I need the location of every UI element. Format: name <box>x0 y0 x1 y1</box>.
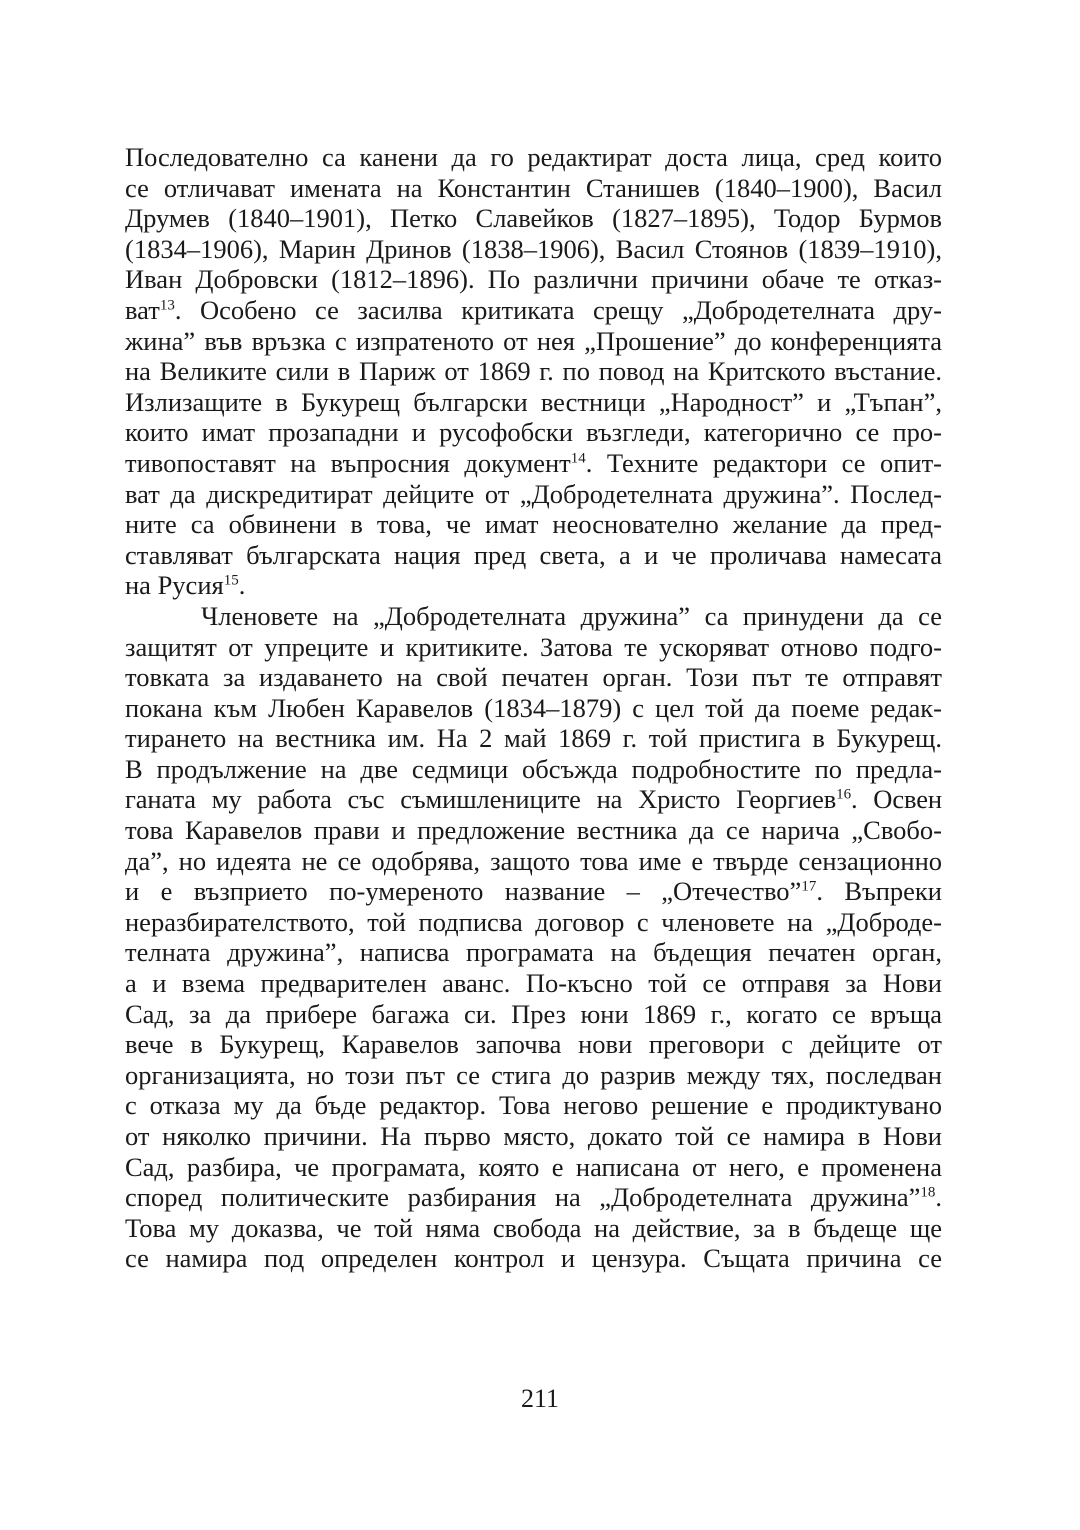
line-text: Излизащите в Букурещ български вестници „Народност” и „Тъпан”, <box>125 386 942 417</box>
text-line <box>125 356 942 387</box>
line-text: ганата му работа със съмишлениците на Христо Георгиев <box>125 784 837 815</box>
line-text: това Каравелов прави и предложение вестника да се нарича „Свобо- <box>125 815 942 846</box>
text-line <box>125 295 942 326</box>
text-line <box>125 632 942 663</box>
line-text: Сад, разбира, че програмата, която е написана от него, е променена <box>125 1151 942 1182</box>
text-line <box>125 601 942 632</box>
line-text: Иван Добровски (1812–1896). По различни причини обаче те отказ- <box>125 264 942 295</box>
line-text: неразбирателството, той подписва договор с членовете на „Доброде- <box>125 906 942 937</box>
line-text: с отказа му да бъде редактор. Това негово решение е продиктувано <box>125 1090 942 1121</box>
document-body <box>125 142 942 1274</box>
text-line <box>125 693 942 724</box>
line-text: се намира под определен контрол и цензура. Същата причина се <box>125 1243 942 1274</box>
line-text: товката за издаването на свой печатен орган. Този път те отправят <box>125 662 942 693</box>
line-text: се отличават имената на Константин Станишев (1840–1900), Васил <box>125 172 942 203</box>
text-line <box>125 662 942 693</box>
line-text: които имат прозападни и русофобски възгледи, категорично се про- <box>125 417 942 448</box>
line-text: (1834–1906), Марин Дринов (1838–1906), Васил Стоянов (1839–1910), <box>125 233 942 264</box>
text-line <box>125 784 942 815</box>
text-line <box>125 509 942 540</box>
line-text-continued: . Техните редактори се опит- <box>585 447 942 478</box>
line-text: от няколко причини. На първо място, докато той се намира в Нови <box>125 1121 942 1151</box>
line-text: да”, но идеята не се одобрява, защото това име е твърде сензационно <box>125 845 942 876</box>
text-line <box>125 846 942 877</box>
line-text: вече в Букурещ, Каравелов започва нови преговори с дейците от <box>125 1029 942 1060</box>
text-line <box>125 264 942 295</box>
line-text: ставляват българската нация пред света, а и че проличава намесата <box>125 539 942 570</box>
text-line <box>125 1182 942 1213</box>
line-text: Сад, за да прибере багажа си. През юни 1869 г., когато се връща <box>125 998 942 1029</box>
text-line <box>125 876 942 907</box>
line-text: телната дружина”, написва програмата на бъдещия печатен орган, <box>125 937 942 968</box>
line-text: ните са обвинени в това, че имат неоснователно желание да пред- <box>125 509 942 540</box>
line-text: покана към Любен Каравелов (1834–1879) с цел той да поеме редак- <box>125 692 942 723</box>
footnote-marker: 13 <box>159 297 175 314</box>
text-line <box>125 968 942 999</box>
footnote-marker: 16 <box>836 786 851 803</box>
text-line <box>125 1121 942 1152</box>
line-text-continued: . Освен <box>850 784 942 815</box>
text-line <box>125 999 942 1030</box>
line-text: а и взема предварителен аванс. По-късно той се отправя за Нови <box>125 968 942 999</box>
text-line <box>125 907 942 938</box>
text-line <box>125 142 942 173</box>
text-line <box>125 937 942 968</box>
text-line <box>125 387 942 418</box>
line-text-continued: . Въпреки <box>816 876 942 907</box>
text-line <box>125 570 942 601</box>
line-text: ват да дискредитират дейците от „Добродетелната дружина”. Послед- <box>125 478 942 509</box>
text-line <box>125 1213 942 1244</box>
footnote-marker: 18 <box>920 1184 936 1201</box>
line-text: според политическите разбирания на „Добродетелната дружина” <box>125 1182 921 1213</box>
line-text: В продължение на две седмици обсъжда подробностите по предла- <box>125 753 942 784</box>
line-text: защитят от упреците и критиките. Затова те ускоряват отново подго- <box>125 631 942 662</box>
text-line <box>125 234 942 265</box>
text-line <box>125 1243 942 1274</box>
text-line <box>125 723 942 754</box>
text-line <box>125 1090 942 1121</box>
line-text: Това му доказва, че той няма свобода на действие, за в бъдеще ще <box>125 1212 942 1243</box>
page-number: 211 <box>520 1384 560 1413</box>
line-text: тивопоставят на въпросния документ <box>125 447 571 478</box>
text-line <box>125 540 942 571</box>
footnote-marker: 15 <box>223 572 239 589</box>
line-text: Членовете на „Добродетелната дружина” са принудени да се <box>201 600 942 631</box>
text-line <box>125 326 942 357</box>
text-line <box>125 448 942 479</box>
line-text-continued: . <box>935 1182 942 1213</box>
line-text: организацията, но този път се стига до разрив между тях, последван <box>125 1059 942 1090</box>
text-line <box>125 754 942 785</box>
line-text: Последователно са канени да го редактират доста лица, сред които <box>125 142 942 172</box>
text-line <box>125 417 942 448</box>
text-line <box>125 815 942 846</box>
text-line <box>125 1152 942 1183</box>
line-text: ват <box>125 294 160 325</box>
line-text: Друмев (1840–1901), Петко Славейков (1827–1895), Тодор Бурмов <box>125 203 942 234</box>
line-text: и е възприето по-умереното название – „Отечество” <box>125 876 802 907</box>
text-line <box>125 203 942 234</box>
text-line <box>125 173 942 204</box>
text-line <box>125 479 942 510</box>
footnote-marker: 17 <box>801 878 817 895</box>
line-text: тирането на вестника им. На 2 май 1869 г. той пристига в Букурещ. <box>125 723 942 754</box>
text-line <box>125 1029 942 1060</box>
line-text: на Русия <box>125 570 224 601</box>
footnote-marker: 14 <box>570 450 586 467</box>
line-text-continued: . Особено се засилва критиката срещу „Добродетелната дру- <box>174 294 942 325</box>
line-text: жина” във връзка с изпратеното от нея „Прошение” до конференцията <box>125 325 942 356</box>
line-text-continued: . <box>238 570 246 601</box>
text-line <box>125 1060 942 1091</box>
line-text: на Великите сили в Париж от 1869 г. по повод на Критското въстание. <box>125 356 942 387</box>
